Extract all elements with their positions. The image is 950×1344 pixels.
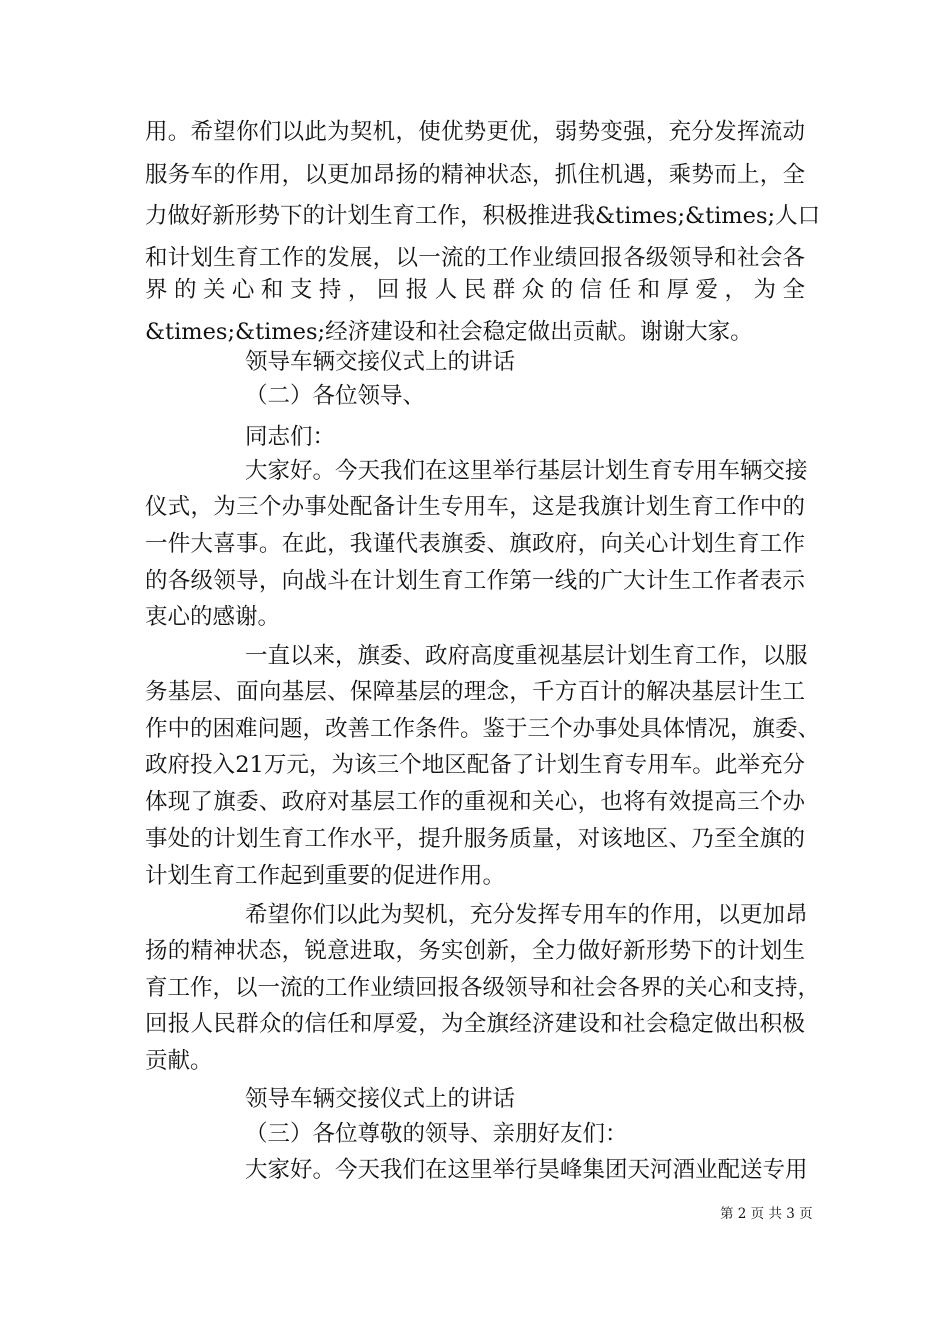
text-line: 一直以来，旗委、政府高度重视基层计划生育工作，以服 bbox=[245, 643, 808, 669]
text-line: 贡献。 bbox=[145, 1048, 213, 1074]
text-line: 界的关心和支持，回报人民群众的信任和厚爱，为全 bbox=[145, 277, 805, 303]
text-line: 仪式，为三个办事处配备计生专用车，这是我旗计划生育工作中的 bbox=[145, 494, 805, 520]
text-line: 回报人民群众的信任和厚爱，为全旗经济建设和社会稳定做出积极 bbox=[145, 1011, 805, 1037]
text-line: 希望你们以此为契机，充分发挥专用车的作用，以更加昂 bbox=[245, 902, 808, 928]
text-line: 育工作，以一流的工作业绩回报各级领导和社会各界的关心和支持， bbox=[145, 975, 821, 1001]
text-line: &times;&times;经济建设和社会稳定做出贡献。谢谢大家。 bbox=[145, 319, 753, 345]
text-line: 体现了旗委、政府对基层工作的重视和关心，也将有效提高三个办 bbox=[145, 789, 805, 815]
text-line: 计划生育工作起到重要的促进作用。 bbox=[145, 863, 506, 889]
text-line: 作中的困难问题，改善工作条件。鉴于三个办事处具体情况，旗委、 bbox=[145, 716, 821, 742]
text-line: 大家好。今天我们在这里举行基层计划生育专用车辆交接 bbox=[245, 458, 808, 484]
text-line: 政府投入21万元，为该三个地区配备了计划生育专用车。此举充分 bbox=[145, 752, 805, 778]
salutation-line: 同志们： bbox=[245, 424, 336, 450]
text-line: 衷心的感谢。 bbox=[145, 604, 281, 630]
salutation-line: （三）各位尊敬的领导、亲朋好友们： bbox=[245, 1121, 628, 1147]
text-line: 的各级领导，向战斗在计划生育工作第一线的广大计生工作者表示 bbox=[145, 568, 805, 594]
text-line: 扬的精神状态，锐意进取，务实创新，全力做好新形势下的计划生 bbox=[145, 938, 805, 964]
text-line: 服务车的作用，以更加昂扬的精神状态，抓住机遇，乘势而上，全 bbox=[145, 162, 805, 188]
text-line: 用。希望你们以此为契机，使优势更优，弱势变强，充分发挥流动 bbox=[145, 119, 805, 145]
section-heading: 领导车辆交接仪式上的讲话 bbox=[245, 349, 516, 375]
text-line: 务基层、面向基层、保障基层的理念，千方百计的解决基层计生工 bbox=[145, 679, 805, 705]
page-number: 第 2 页 共 3 页 bbox=[720, 1206, 813, 1222]
text-line: 事处的计划生育工作水平，提升服务质量，对该地区、乃至全旗的 bbox=[145, 826, 805, 852]
text-line: 大家好。今天我们在这里举行昊峰集团天河酒业配送专用 bbox=[245, 1157, 808, 1183]
text-line: 力做好新形势下的计划生育工作，积极推进我&times;&times;人口 bbox=[145, 203, 821, 229]
salutation-line: （二）各位领导、 bbox=[245, 383, 426, 409]
section-heading: 领导车辆交接仪式上的讲话 bbox=[245, 1086, 516, 1112]
text-line: 一件大喜事。在此，我谨代表旗委、旗政府，向关心计划生育工作 bbox=[145, 531, 805, 557]
text-line: 和计划生育工作的发展，以一流的工作业绩回报各级领导和社会各 bbox=[145, 245, 805, 271]
